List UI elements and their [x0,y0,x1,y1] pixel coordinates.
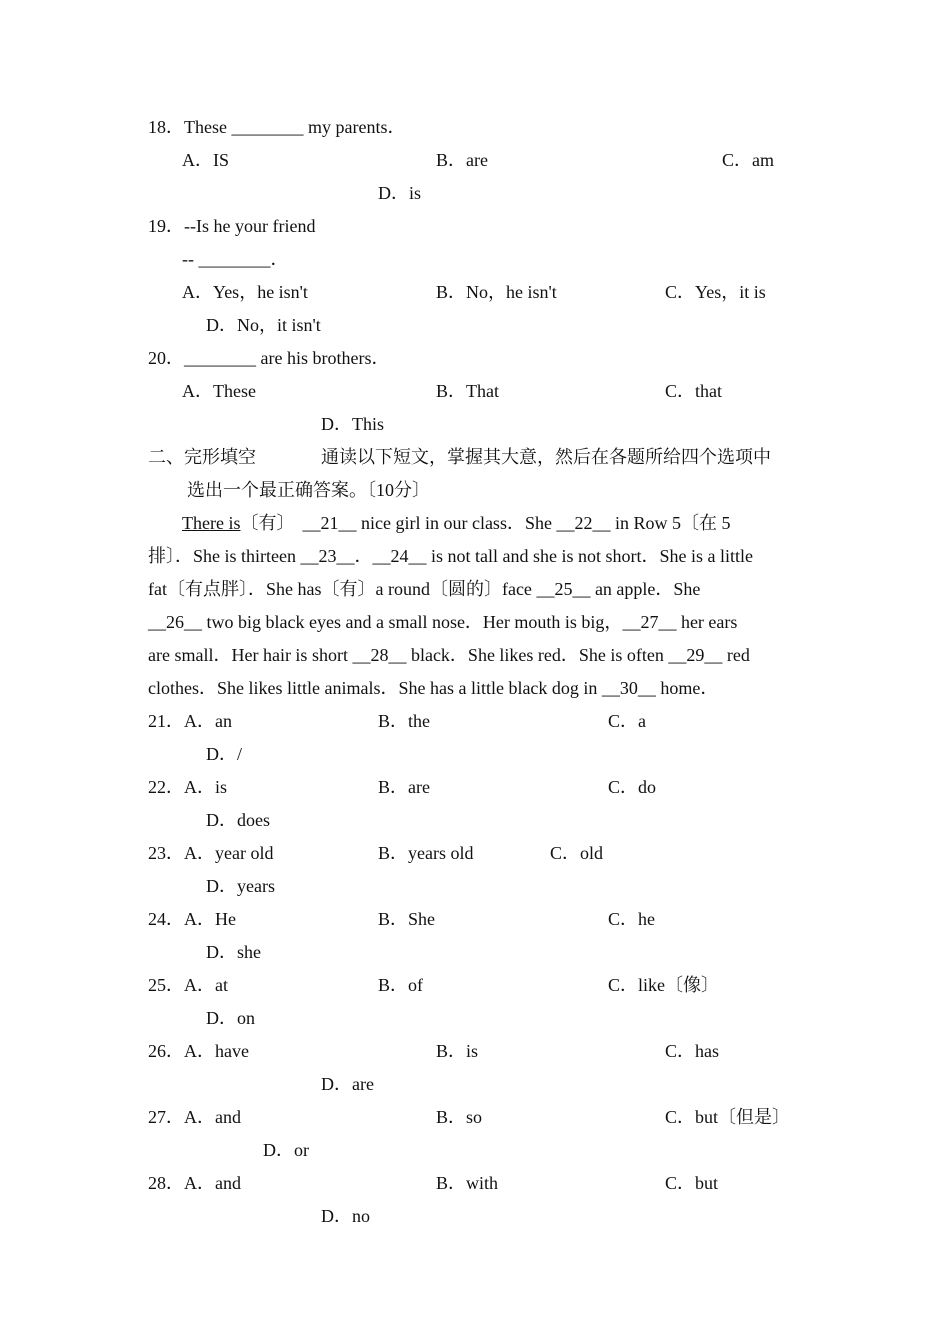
passage-text: home． [655,678,719,698]
q26-option-d: D．are [321,1074,374,1094]
section-instruction: 通读以下短文，掌握其大意，然后在各题所给四个选项中 [321,447,771,467]
q24-option-b: B．She [378,909,436,929]
blank-30: __30__ [601,678,656,698]
passage-line-2 [148,544,753,568]
blank-27: __27__ [622,612,677,632]
q27-option-a: 27．A．and [148,1107,241,1127]
q22-option-b: B．are [378,777,430,797]
passage-text: her ears [676,612,738,632]
blank-25: __25__ [536,579,591,599]
passage-text: 〔有〕 [240,513,295,533]
passage-text: red [722,645,750,665]
q22-option-d: D．does [206,810,270,830]
q18-option-c: C．am [722,150,774,170]
q27-option-c: C．but〔但是〕 [665,1107,791,1127]
passage-text: clothes．She likes little animals．She has a little black dog in [148,678,602,698]
passage-text: in Row 5〔在 5 [610,513,731,533]
passage-line-4 [148,610,737,634]
q27-option-d: D．or [263,1140,309,1160]
passage-line-3 [148,577,700,601]
passage-text: is not tall and she is not short．She is a little [426,546,753,566]
q22-option-c: C．do [608,777,657,797]
q25-option-c: C．like〔像〕 [608,975,719,995]
q21-option-b: B．the [378,711,430,731]
q19-option-b: B．No，he isn't [436,282,557,302]
blank-26: __26__ [148,612,202,632]
blank-29: __29__ [668,645,723,665]
q19-option-c: C．Yes，it is [665,282,766,302]
blank-23: __23__ [300,546,355,566]
q23-option-a: 23．A．year old [148,843,274,863]
q21-option-a: 21．A．an [148,711,232,731]
blank-21: __21__ [302,513,357,533]
q27-option-b: B．so [436,1107,483,1127]
passage-text: two big black eyes and a small nose．Her mouth is big， [202,612,623,632]
passage-text: 排〕．She is thirteen [148,546,301,566]
q19-answer-line: -- ________． [182,249,289,269]
q23-option-d: D．years [206,876,275,896]
passage-text: There is [182,513,241,533]
q23-option-b: B．years old [378,843,474,863]
passage-text: ． [354,546,373,566]
q18-option-d: D．is [378,183,422,203]
q19-option-d: D．No，it isn't [206,315,321,335]
q20-option-b: B．That [436,381,499,401]
blank-24: __24__ [372,546,427,566]
q20-stem: 20．________ are his brothers． [148,348,390,368]
q22-option-a: 22．A．is [148,777,228,797]
q20-option-c: C．that [665,381,722,401]
q25-option-d: D．on [206,1008,255,1028]
q20-option-d: D．This [321,414,384,434]
q24-option-c: C．he [608,909,655,929]
section-instruction-cont: 选出一个最正确答案。〔10分〕 [187,480,430,500]
q25-option-b: B．of [378,975,423,995]
q21-option-d: D．/ [206,744,242,764]
q18-option-b: B．are [436,150,488,170]
q24-option-d: D．she [206,942,261,962]
q18-option-a: A．IS [182,150,230,170]
q26-option-c: C．has [665,1041,719,1061]
section-title: 二、完形填空 [148,447,256,467]
passage-text: fat〔有点胖〕．She has〔有〕a round〔圆的〕face [148,579,537,599]
q28-option-c: C．but [665,1173,719,1193]
q20-option-a: A．These [182,381,256,401]
q23-option-c: C．old [550,843,604,863]
q19-option-a: A．Yes，he isn't [182,282,308,302]
passage-text: nice girl in our class．She [356,513,557,533]
q28-option-b: B．with [436,1173,499,1193]
q25-option-a: 25．A．at [148,975,228,995]
passage-text: are small．Her hair is short [148,645,353,665]
passage-line-5 [148,643,750,667]
q26-option-a: 26．A．have [148,1041,249,1061]
passage-line-6 [148,676,718,700]
passage-text: an apple．She [590,579,701,599]
q28-option-d: D．no [321,1206,370,1226]
q19-stem: 19．--Is he your friend [148,216,316,236]
q21-option-c: C．a [608,711,646,731]
q28-option-a: 28．A．and [148,1173,241,1193]
blank-28: __28__ [352,645,407,665]
q26-option-b: B．is [436,1041,479,1061]
q24-option-a: 24．A．He [148,909,236,929]
q18-stem: 18．These ________ my parents． [148,117,406,137]
passage-text: black．She likes red．She is often [406,645,669,665]
blank-22: __22__ [556,513,611,533]
passage-line-1 [182,511,730,535]
